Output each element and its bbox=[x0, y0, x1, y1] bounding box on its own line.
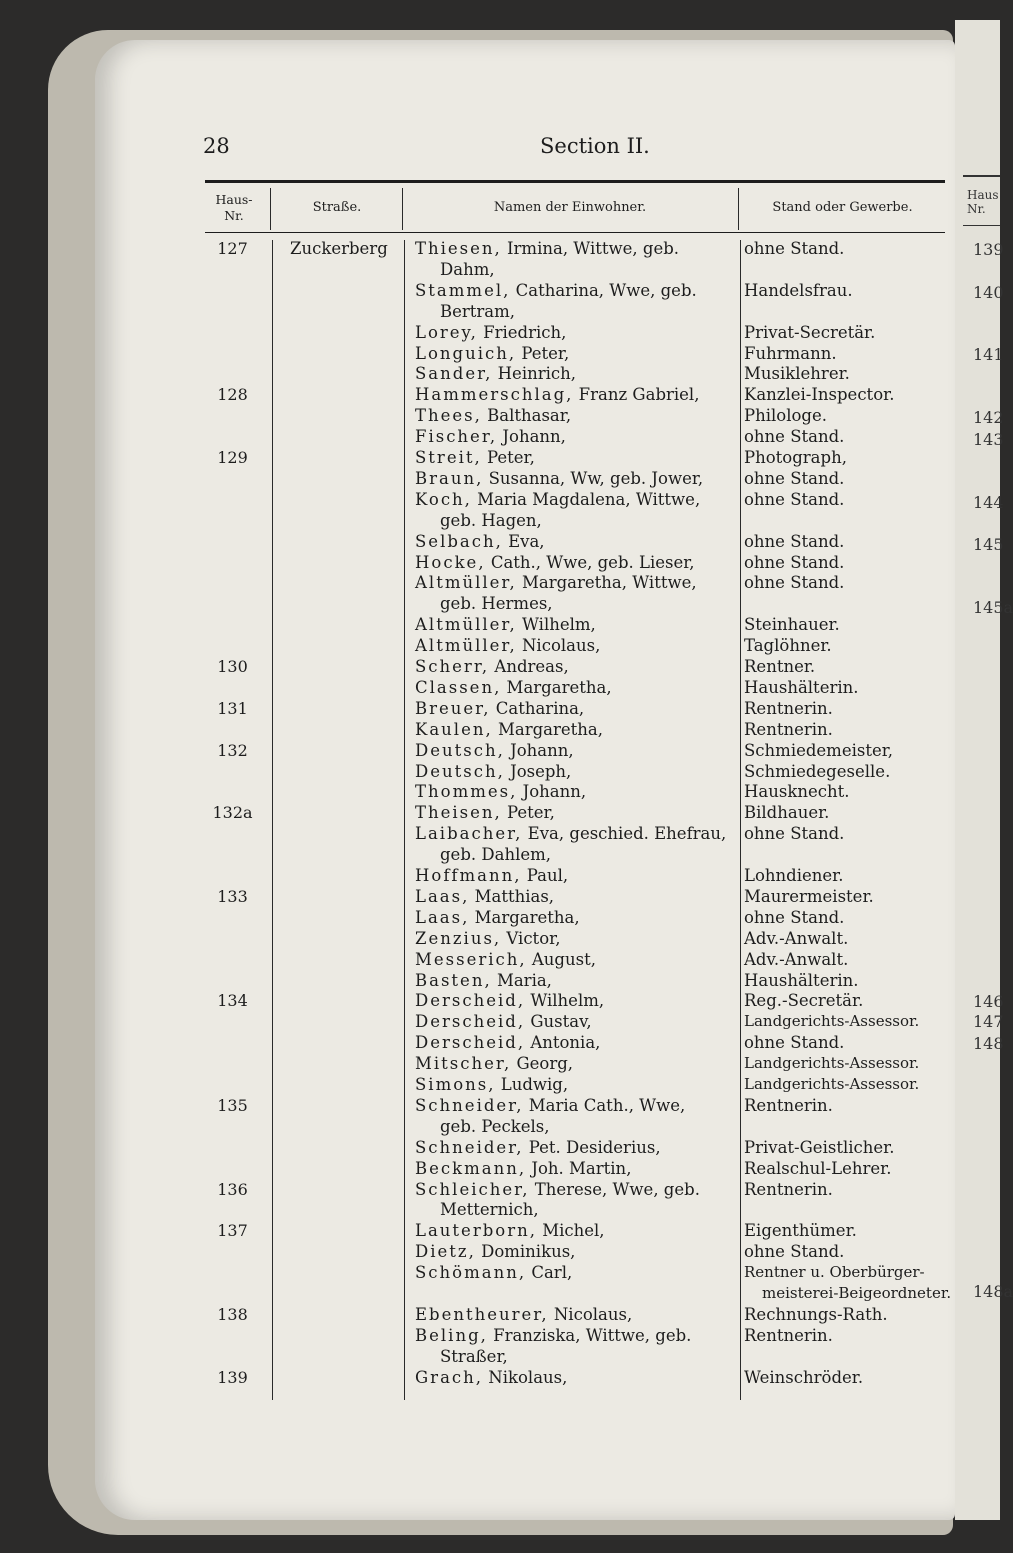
given-name: geb. Peckels, bbox=[440, 1116, 550, 1136]
surname: Thommes, bbox=[415, 782, 518, 802]
resident-name bbox=[415, 343, 745, 364]
given-name: Franziska, Wittwe, geb. bbox=[487, 1325, 692, 1345]
occupation: Privat-Secretär. bbox=[744, 322, 876, 342]
occupation: Adv.-Anwalt. bbox=[744, 928, 849, 948]
given-name: Nikolaus, bbox=[483, 1367, 568, 1387]
facing-house-number: 148 bbox=[973, 1034, 1004, 1053]
given-name: Paul, bbox=[521, 866, 569, 885]
occupation: ohne Stand. bbox=[744, 468, 845, 488]
resident-name bbox=[415, 1095, 745, 1116]
resident-name bbox=[415, 1179, 745, 1200]
resident-name bbox=[440, 259, 770, 280]
occupation: Bildhauer. bbox=[744, 803, 830, 823]
surname: Schleicher, bbox=[415, 1179, 530, 1199]
surname: Longuich, bbox=[415, 343, 517, 363]
resident-name bbox=[415, 928, 745, 949]
table-row bbox=[0, 635, 955, 656]
surname: Messerich, bbox=[415, 949, 527, 969]
table-row bbox=[0, 823, 955, 844]
resident-name bbox=[415, 990, 745, 1011]
house-number: 132 bbox=[217, 740, 248, 760]
resident-name bbox=[415, 468, 745, 489]
occupation: ohne Stand. bbox=[744, 573, 845, 593]
occupation: Privat-Geistlicher. bbox=[744, 1137, 895, 1157]
resident-name bbox=[440, 510, 770, 531]
occupation: Reg.-Secretär. bbox=[744, 991, 864, 1011]
occupation: Landgerichts-Assessor. bbox=[744, 1054, 920, 1073]
facing-house-number: 142 bbox=[973, 408, 1004, 427]
surname: Schömann, bbox=[415, 1263, 527, 1283]
table-row bbox=[0, 1262, 955, 1283]
given-name: Maria Magdalena, Wittwe, bbox=[471, 489, 701, 509]
column-header-strasse: Straße. bbox=[312, 200, 362, 215]
occupation: Landgerichts-Assessor. bbox=[744, 1075, 920, 1093]
resident-name bbox=[415, 656, 745, 677]
resident-name bbox=[415, 949, 745, 970]
facing-house-number: 145 bbox=[973, 535, 1004, 554]
facing-page-header-rule bbox=[963, 225, 1000, 226]
resident-name bbox=[415, 322, 745, 343]
facing-house-number: 140 bbox=[973, 283, 1004, 302]
surname: Lorey, bbox=[415, 322, 478, 342]
facing-house-number: 148a bbox=[973, 1282, 1013, 1301]
house-number: 136 bbox=[217, 1179, 248, 1199]
given-name: Metternich, bbox=[440, 1200, 539, 1220]
given-name: Maria, bbox=[491, 970, 552, 990]
table-row bbox=[0, 552, 955, 573]
resident-name bbox=[415, 1158, 745, 1179]
table-row bbox=[0, 656, 955, 677]
surname: Schneider, bbox=[415, 1137, 524, 1157]
table-row bbox=[0, 1283, 955, 1304]
table-row bbox=[0, 1304, 955, 1325]
table-row bbox=[0, 970, 955, 991]
surname: Koch, bbox=[415, 489, 472, 509]
given-name: Straßer, bbox=[440, 1346, 508, 1366]
table-row bbox=[0, 468, 955, 489]
given-name: Eva, geschied. Ehefrau, bbox=[522, 824, 727, 844]
table-row bbox=[0, 677, 955, 698]
given-name: Carl, bbox=[526, 1263, 573, 1283]
facing-house-number: 146 bbox=[973, 992, 1004, 1011]
given-name: Johann, bbox=[497, 427, 566, 447]
table-row bbox=[0, 280, 955, 301]
resident-name bbox=[415, 489, 745, 510]
given-name: Dominikus, bbox=[475, 1242, 576, 1262]
surname: Altmüller, bbox=[415, 636, 517, 656]
resident-name bbox=[415, 238, 745, 259]
occupation: Haushälterin. bbox=[744, 677, 859, 697]
table-row bbox=[0, 1095, 955, 1116]
occupation: Kanzlei-Inspector. bbox=[744, 385, 895, 405]
given-name: Gustav, bbox=[525, 1012, 592, 1032]
facing-page-top-rule bbox=[963, 175, 1000, 177]
house-number: 139 bbox=[217, 1367, 248, 1387]
surname: Derscheid, bbox=[415, 1033, 526, 1053]
table-row bbox=[0, 1220, 955, 1241]
table-row bbox=[0, 489, 955, 510]
table-row bbox=[0, 510, 955, 531]
given-name: geb. Hermes, bbox=[440, 594, 553, 614]
occupation: Eigenthümer. bbox=[744, 1221, 857, 1241]
resident-name bbox=[440, 1346, 770, 1367]
surname: Schneider, bbox=[415, 1095, 524, 1115]
surname: Stammel, bbox=[415, 280, 511, 300]
table-row bbox=[0, 1074, 955, 1095]
given-name: Wilhelm, bbox=[516, 615, 596, 635]
given-name: Maria Cath., Wwe, bbox=[523, 1095, 686, 1115]
surname: Simons, bbox=[415, 1075, 496, 1094]
resident-name bbox=[415, 907, 745, 928]
given-name: Margaretha, bbox=[501, 677, 612, 697]
occupation: Haushälterin. bbox=[744, 970, 859, 990]
house-number: 130 bbox=[217, 657, 248, 676]
occupation: Rentnerin. bbox=[744, 1179, 833, 1199]
table-row bbox=[0, 740, 955, 761]
facing-house-number: 143 bbox=[973, 430, 1004, 449]
table-row bbox=[0, 593, 955, 614]
resident-name bbox=[415, 698, 745, 719]
surname: Laas, bbox=[415, 907, 470, 927]
given-name: Balthasar, bbox=[481, 406, 572, 426]
resident-name bbox=[415, 823, 745, 844]
occupation: Adv.-Anwalt. bbox=[744, 949, 849, 969]
given-name: Nicolaus, bbox=[516, 636, 601, 656]
resident-name bbox=[440, 1199, 770, 1220]
facing-house-number: 141 bbox=[973, 345, 1004, 364]
occupation: Hausknecht. bbox=[744, 782, 850, 802]
resident-name bbox=[415, 802, 745, 823]
resident-name bbox=[415, 635, 745, 656]
resident-name bbox=[440, 593, 770, 614]
house-number: 131 bbox=[217, 698, 248, 718]
street-name: Zuckerberg bbox=[290, 239, 388, 258]
occupation: Steinhauer. bbox=[744, 615, 840, 635]
column-header-stand: Stand oder Gewerbe. bbox=[772, 200, 913, 215]
given-name: Eva, bbox=[502, 531, 545, 551]
resident-name bbox=[415, 1032, 745, 1053]
occupation: Landgerichts-Assessor. bbox=[744, 1012, 920, 1031]
given-name: Peter, bbox=[481, 448, 535, 467]
given-name: Georg, bbox=[511, 1054, 574, 1074]
given-name: Joh. Martin, bbox=[526, 1158, 632, 1178]
surname: Theisen, bbox=[415, 803, 502, 823]
table-row bbox=[0, 614, 955, 635]
resident-name bbox=[415, 1262, 745, 1283]
facing-house-number: 144 bbox=[973, 493, 1004, 512]
surname: Kaulen, bbox=[415, 719, 493, 739]
given-name: Wilhelm, bbox=[525, 991, 605, 1011]
surname: Scherr, bbox=[415, 657, 490, 676]
occupation: Rentner u. Oberbürger- bbox=[744, 1263, 925, 1282]
given-name: Matthias, bbox=[469, 886, 555, 906]
surname: Basten, bbox=[415, 970, 492, 990]
house-number: 133 bbox=[217, 886, 248, 906]
surname: Laas, bbox=[415, 886, 470, 906]
given-name: Johann, bbox=[517, 782, 587, 802]
resident-name bbox=[415, 865, 745, 886]
given-name: Heinrich, bbox=[492, 364, 577, 384]
given-name: Margaretha, bbox=[492, 719, 603, 739]
table-row bbox=[0, 447, 955, 468]
occupation: Rentnerin. bbox=[744, 1325, 833, 1345]
table-row bbox=[0, 990, 955, 1011]
resident-name bbox=[415, 426, 745, 447]
resident-name bbox=[415, 886, 745, 907]
given-name: Franz Gabriel, bbox=[573, 385, 700, 405]
table-top-rule bbox=[205, 180, 945, 183]
house-number: 128 bbox=[217, 385, 248, 405]
surname: Lauterborn, bbox=[415, 1221, 537, 1241]
occupation: Rentner. bbox=[744, 657, 816, 676]
surname: Deutsch, bbox=[415, 740, 505, 760]
occupation: ohne Stand. bbox=[744, 1033, 845, 1053]
table-row bbox=[0, 907, 955, 928]
column-divider-1 bbox=[270, 188, 271, 230]
table-row bbox=[0, 865, 955, 886]
house-number: 137 bbox=[217, 1221, 248, 1241]
house-number: 138 bbox=[217, 1304, 248, 1324]
surname: Breuer, bbox=[415, 698, 491, 718]
resident-name bbox=[415, 572, 745, 593]
given-name: Nicolaus, bbox=[548, 1304, 633, 1324]
column-header-haus-nr: Haus- Nr. bbox=[215, 192, 253, 223]
facing-house-number: 147 bbox=[973, 1012, 1004, 1031]
given-name: Catharina, bbox=[490, 698, 585, 718]
resident-name bbox=[415, 1367, 745, 1388]
occupation: Taglöhner. bbox=[744, 636, 832, 656]
given-name: Joseph, bbox=[504, 761, 572, 781]
occupation: Schmiedegeselle. bbox=[744, 761, 891, 781]
resident-name bbox=[415, 761, 745, 782]
surname: Sander, bbox=[415, 364, 493, 384]
table-row bbox=[0, 928, 955, 949]
resident-name bbox=[415, 740, 745, 761]
given-name: Catharina, Wwe, geb. bbox=[510, 280, 697, 300]
table-row bbox=[0, 761, 955, 782]
table-row bbox=[0, 886, 955, 907]
surname: Derscheid, bbox=[415, 1012, 526, 1032]
house-number: 135 bbox=[217, 1095, 248, 1115]
resident-name bbox=[415, 280, 745, 301]
table-row bbox=[0, 1325, 955, 1346]
resident-name bbox=[415, 363, 745, 384]
given-name: Peter, bbox=[516, 343, 570, 363]
occupation: Rentnerin. bbox=[744, 698, 833, 718]
table-row bbox=[0, 426, 955, 447]
given-name: Irmina, Wittwe, geb. bbox=[501, 239, 680, 258]
surname: Altmüller, bbox=[415, 615, 517, 635]
given-name: Margaretha, Wittwe, bbox=[516, 573, 697, 593]
resident-name bbox=[415, 1053, 745, 1074]
given-name: geb. Hagen, bbox=[440, 510, 542, 530]
given-name: Dahm, bbox=[440, 259, 495, 279]
surname: Hoffmann, bbox=[415, 866, 522, 885]
table-row bbox=[0, 1137, 955, 1158]
table-row bbox=[0, 1158, 955, 1179]
facing-house-number: 139 bbox=[973, 240, 1004, 259]
table-row bbox=[0, 343, 955, 364]
occupation: Philologe. bbox=[744, 406, 827, 426]
surname: Thiesen, bbox=[415, 239, 502, 258]
given-name: geb. Dahlem, bbox=[440, 845, 552, 865]
table-row bbox=[0, 572, 955, 593]
resident-name bbox=[415, 1325, 745, 1346]
resident-name bbox=[415, 405, 745, 426]
column-divider-3 bbox=[738, 188, 739, 230]
surname: Ebentheurer, bbox=[415, 1304, 549, 1324]
surname: Thees, bbox=[415, 406, 482, 426]
resident-name bbox=[415, 677, 745, 698]
resident-name bbox=[415, 552, 745, 573]
resident-name bbox=[440, 844, 770, 865]
table-row bbox=[0, 1179, 955, 1200]
table-row bbox=[0, 405, 955, 426]
table-row bbox=[0, 698, 955, 719]
occupation: Weinschröder. bbox=[744, 1367, 864, 1387]
given-name: Cath., Wwe, geb. Lieser, bbox=[485, 552, 695, 572]
resident-name bbox=[440, 1116, 770, 1137]
occupation: meisterei-Beigeordneter. bbox=[762, 1284, 952, 1302]
given-name: Michel, bbox=[536, 1221, 605, 1241]
occupation: ohne Stand. bbox=[744, 239, 845, 258]
occupation: Rechnungs-Rath. bbox=[744, 1304, 888, 1324]
given-name: Andreas, bbox=[489, 657, 569, 676]
occupation: Musiklehrer. bbox=[744, 364, 850, 384]
page-header: Section II. bbox=[540, 134, 650, 158]
surname: Deutsch, bbox=[415, 761, 505, 781]
house-number: 132a bbox=[212, 803, 253, 823]
surname: Classen, bbox=[415, 677, 502, 697]
table-row bbox=[0, 531, 955, 552]
house-number: 134 bbox=[217, 991, 248, 1011]
table-row bbox=[0, 1053, 955, 1074]
occupation: Maurermeister. bbox=[744, 886, 874, 906]
facing-house-number: 145a bbox=[973, 598, 1013, 617]
column-header-namen: Namen der Einwohner. bbox=[493, 200, 647, 215]
table-header-rule bbox=[205, 232, 945, 233]
given-name: Friedrich, bbox=[477, 322, 567, 342]
surname: Altmüller, bbox=[415, 573, 517, 593]
table-row bbox=[0, 1116, 955, 1137]
house-number: 127 bbox=[217, 239, 248, 258]
given-name: Antonia, bbox=[525, 1033, 601, 1053]
surname: Beling, bbox=[415, 1325, 488, 1345]
table-row bbox=[0, 1241, 955, 1262]
table-row bbox=[0, 301, 955, 322]
resident-name bbox=[440, 301, 770, 322]
occupation: ohne Stand. bbox=[744, 907, 845, 927]
table-row bbox=[0, 238, 955, 259]
occupation: ohne Stand. bbox=[744, 552, 845, 572]
resident-name bbox=[415, 384, 745, 405]
occupation: Realschul-Lehrer. bbox=[744, 1158, 892, 1178]
surname: Derscheid, bbox=[415, 991, 526, 1011]
surname: Hammerschlag, bbox=[415, 385, 574, 405]
resident-name bbox=[415, 1241, 745, 1262]
table-row bbox=[0, 1199, 955, 1220]
surname: Selbach, bbox=[415, 531, 503, 551]
resident-name bbox=[415, 719, 745, 740]
house-number: 129 bbox=[217, 448, 248, 467]
surname: Hocke, bbox=[415, 552, 486, 572]
occupation: ohne Stand. bbox=[744, 427, 845, 447]
occupation: ohne Stand. bbox=[744, 531, 845, 551]
surname: Dietz, bbox=[415, 1242, 476, 1262]
resident-name bbox=[415, 1220, 745, 1241]
table-row bbox=[0, 1032, 955, 1053]
given-name: Therese, Wwe, geb. bbox=[529, 1179, 700, 1199]
given-name: Ludwig, bbox=[495, 1075, 569, 1094]
table-row bbox=[0, 1367, 955, 1388]
resident-name bbox=[415, 614, 745, 635]
occupation: Rentnerin. bbox=[744, 719, 833, 739]
given-name: Bertram, bbox=[440, 301, 516, 321]
table-row bbox=[0, 259, 955, 280]
table-row bbox=[0, 384, 955, 405]
occupation: ohne Stand. bbox=[744, 824, 845, 844]
table-row bbox=[0, 322, 955, 343]
resident-name bbox=[415, 1011, 745, 1032]
given-name: Johann, bbox=[504, 740, 574, 760]
table-row bbox=[0, 781, 955, 802]
resident-name bbox=[415, 970, 745, 991]
surname: Grach, bbox=[415, 1367, 484, 1387]
given-name: Victor, bbox=[501, 928, 561, 948]
resident-name bbox=[415, 1304, 745, 1325]
given-name: Susanna, Ww, geb. Jower, bbox=[483, 468, 704, 488]
occupation: Schmiedemeister, bbox=[744, 740, 894, 760]
surname: Fischer, bbox=[415, 427, 498, 447]
resident-name bbox=[415, 531, 745, 552]
surname: Laibacher, bbox=[415, 824, 523, 844]
surname: Streit, bbox=[415, 448, 482, 467]
surname: Mitscher, bbox=[415, 1054, 512, 1074]
surname: Beckmann, bbox=[415, 1158, 527, 1178]
given-name: Margaretha, bbox=[469, 907, 580, 927]
resident-name bbox=[415, 781, 745, 802]
occupation: Photograph, bbox=[744, 448, 847, 467]
occupation: Lohndiener. bbox=[744, 866, 844, 885]
facing-page-header: Haus Nr. bbox=[967, 188, 999, 216]
table-row bbox=[0, 949, 955, 970]
occupation: Rentnerin. bbox=[744, 1095, 833, 1115]
given-name: Pet. Desiderius, bbox=[523, 1137, 661, 1157]
page-number: 28 bbox=[203, 134, 230, 158]
table-row bbox=[0, 719, 955, 740]
resident-name bbox=[415, 1074, 745, 1095]
table-row bbox=[0, 363, 955, 384]
occupation: ohne Stand. bbox=[744, 489, 845, 509]
column-divider-2 bbox=[402, 188, 403, 230]
occupation: ohne Stand. bbox=[744, 1242, 845, 1262]
given-name: Peter, bbox=[501, 803, 555, 823]
surname: Braun, bbox=[415, 468, 484, 488]
table-row bbox=[0, 802, 955, 823]
resident-name bbox=[415, 1137, 745, 1158]
resident-name bbox=[415, 447, 745, 468]
table-row bbox=[0, 1346, 955, 1367]
occupation: Fuhrmann. bbox=[744, 343, 837, 363]
table-row bbox=[0, 844, 955, 865]
surname: Zenzius, bbox=[415, 928, 502, 948]
facing-page-edge bbox=[955, 20, 1013, 1520]
table-row bbox=[0, 1011, 955, 1032]
occupation: Handelsfrau. bbox=[744, 280, 853, 300]
given-name: August, bbox=[526, 949, 596, 969]
